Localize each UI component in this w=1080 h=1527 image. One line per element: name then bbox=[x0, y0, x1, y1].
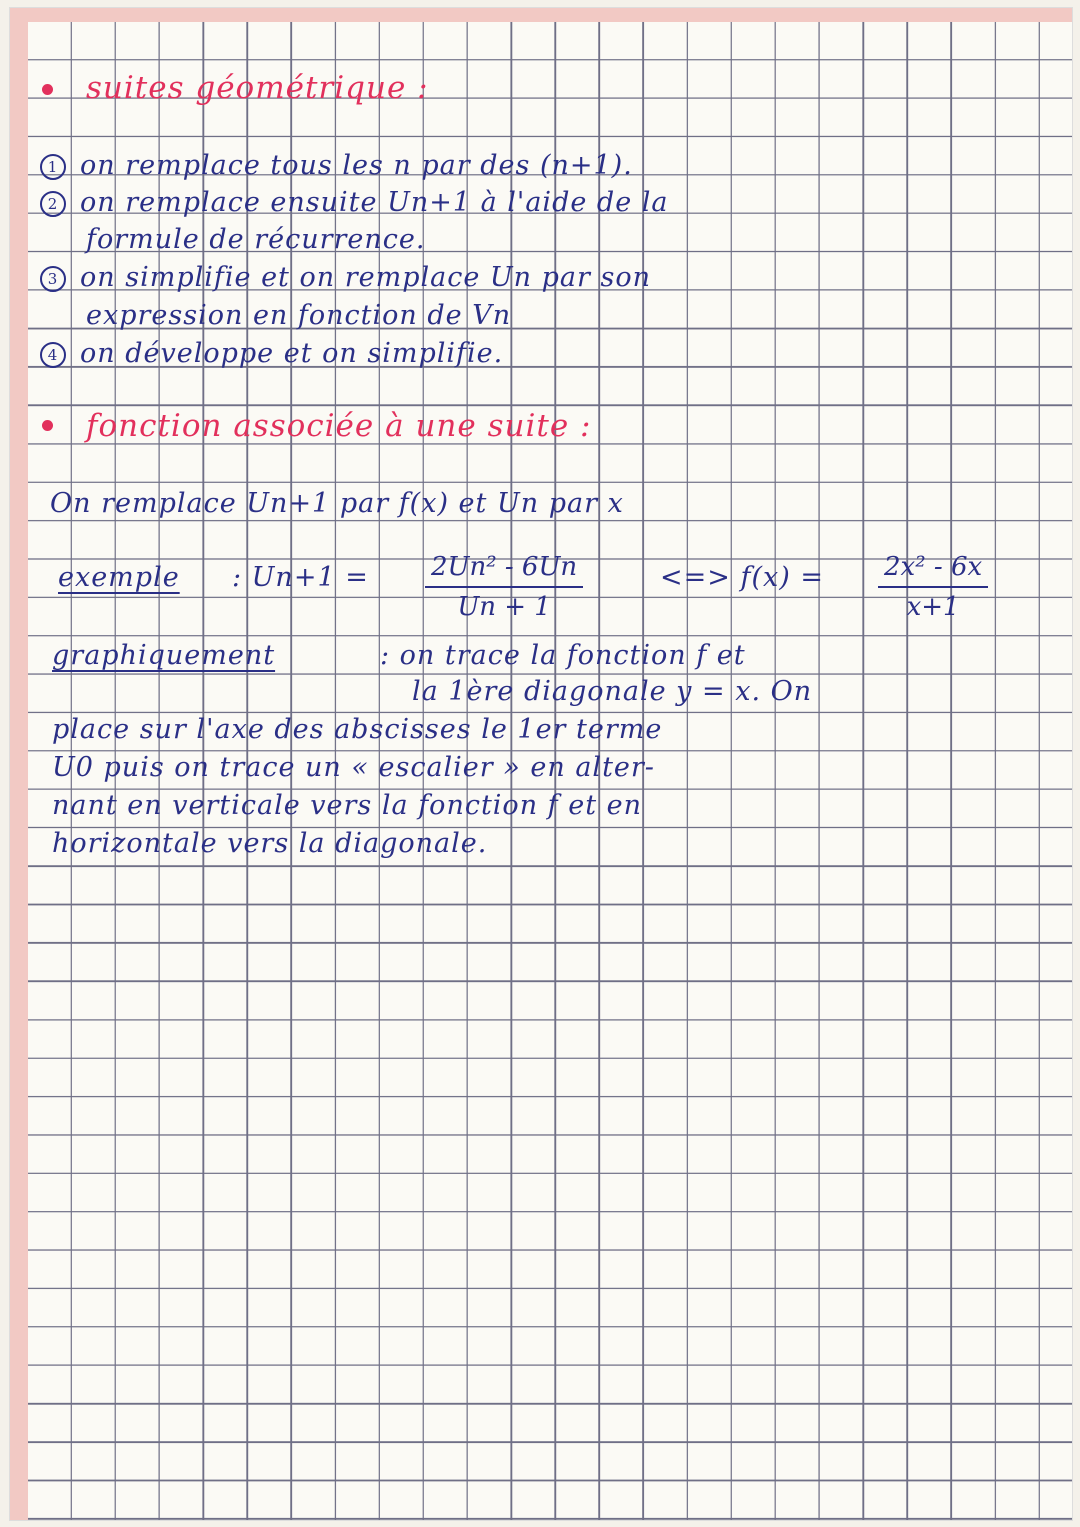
step-3: 3 on simplifie et on remplace Un par son bbox=[40, 262, 651, 293]
bullet-icon bbox=[42, 84, 53, 95]
example-label: exemple bbox=[58, 562, 180, 593]
paper-top-margin bbox=[10, 8, 1072, 22]
graph-line-5: nant en verticale vers la fonction f et en bbox=[52, 790, 643, 821]
graph-line-1: : on trace la fonction f et bbox=[380, 640, 746, 671]
section-title-geometric: suites géométrique : bbox=[86, 70, 429, 106]
section-title-function: fonction associée à une suite : bbox=[86, 408, 592, 444]
step-2-cont: formule de récurrence. bbox=[86, 224, 426, 255]
step-3-cont: expression en fonction de Vn bbox=[86, 300, 512, 331]
step-4: 4 on développe et on simplifie. bbox=[40, 338, 503, 369]
example-fraction: $\frac{\text{2Un² - 6Un}}{Un + 1}$ bbox=[425, 552, 583, 622]
intro-line: On remplace Un+1 par f(x) et Un par x bbox=[50, 488, 624, 519]
graph-label: graphiquement bbox=[52, 640, 276, 671]
bullet-icon bbox=[42, 420, 53, 431]
graph-line-4: U0 puis on trace un « escalier » en alter- bbox=[52, 752, 655, 783]
step-2: 2 on remplace ensuite Un+1 à l'aide de la bbox=[40, 187, 669, 218]
graph-line-3: place sur l'axe des abscisses le 1er terme bbox=[52, 714, 663, 745]
graph-line-2: la 1ère diagonale y = x. On bbox=[412, 676, 813, 707]
f-fraction: $\frac{\text{2x² - 6x}}{x+1}$ bbox=[878, 552, 988, 622]
equivalence-fx: <=> f(x) = bbox=[660, 562, 824, 593]
example-lhs: : Un+1 = bbox=[232, 562, 369, 593]
graph-line-6: horizontale vers la diagonale. bbox=[52, 828, 488, 859]
paper-left-margin bbox=[10, 8, 28, 1520]
step-1: 1 on remplace tous les n par des (n+1). bbox=[40, 150, 633, 181]
